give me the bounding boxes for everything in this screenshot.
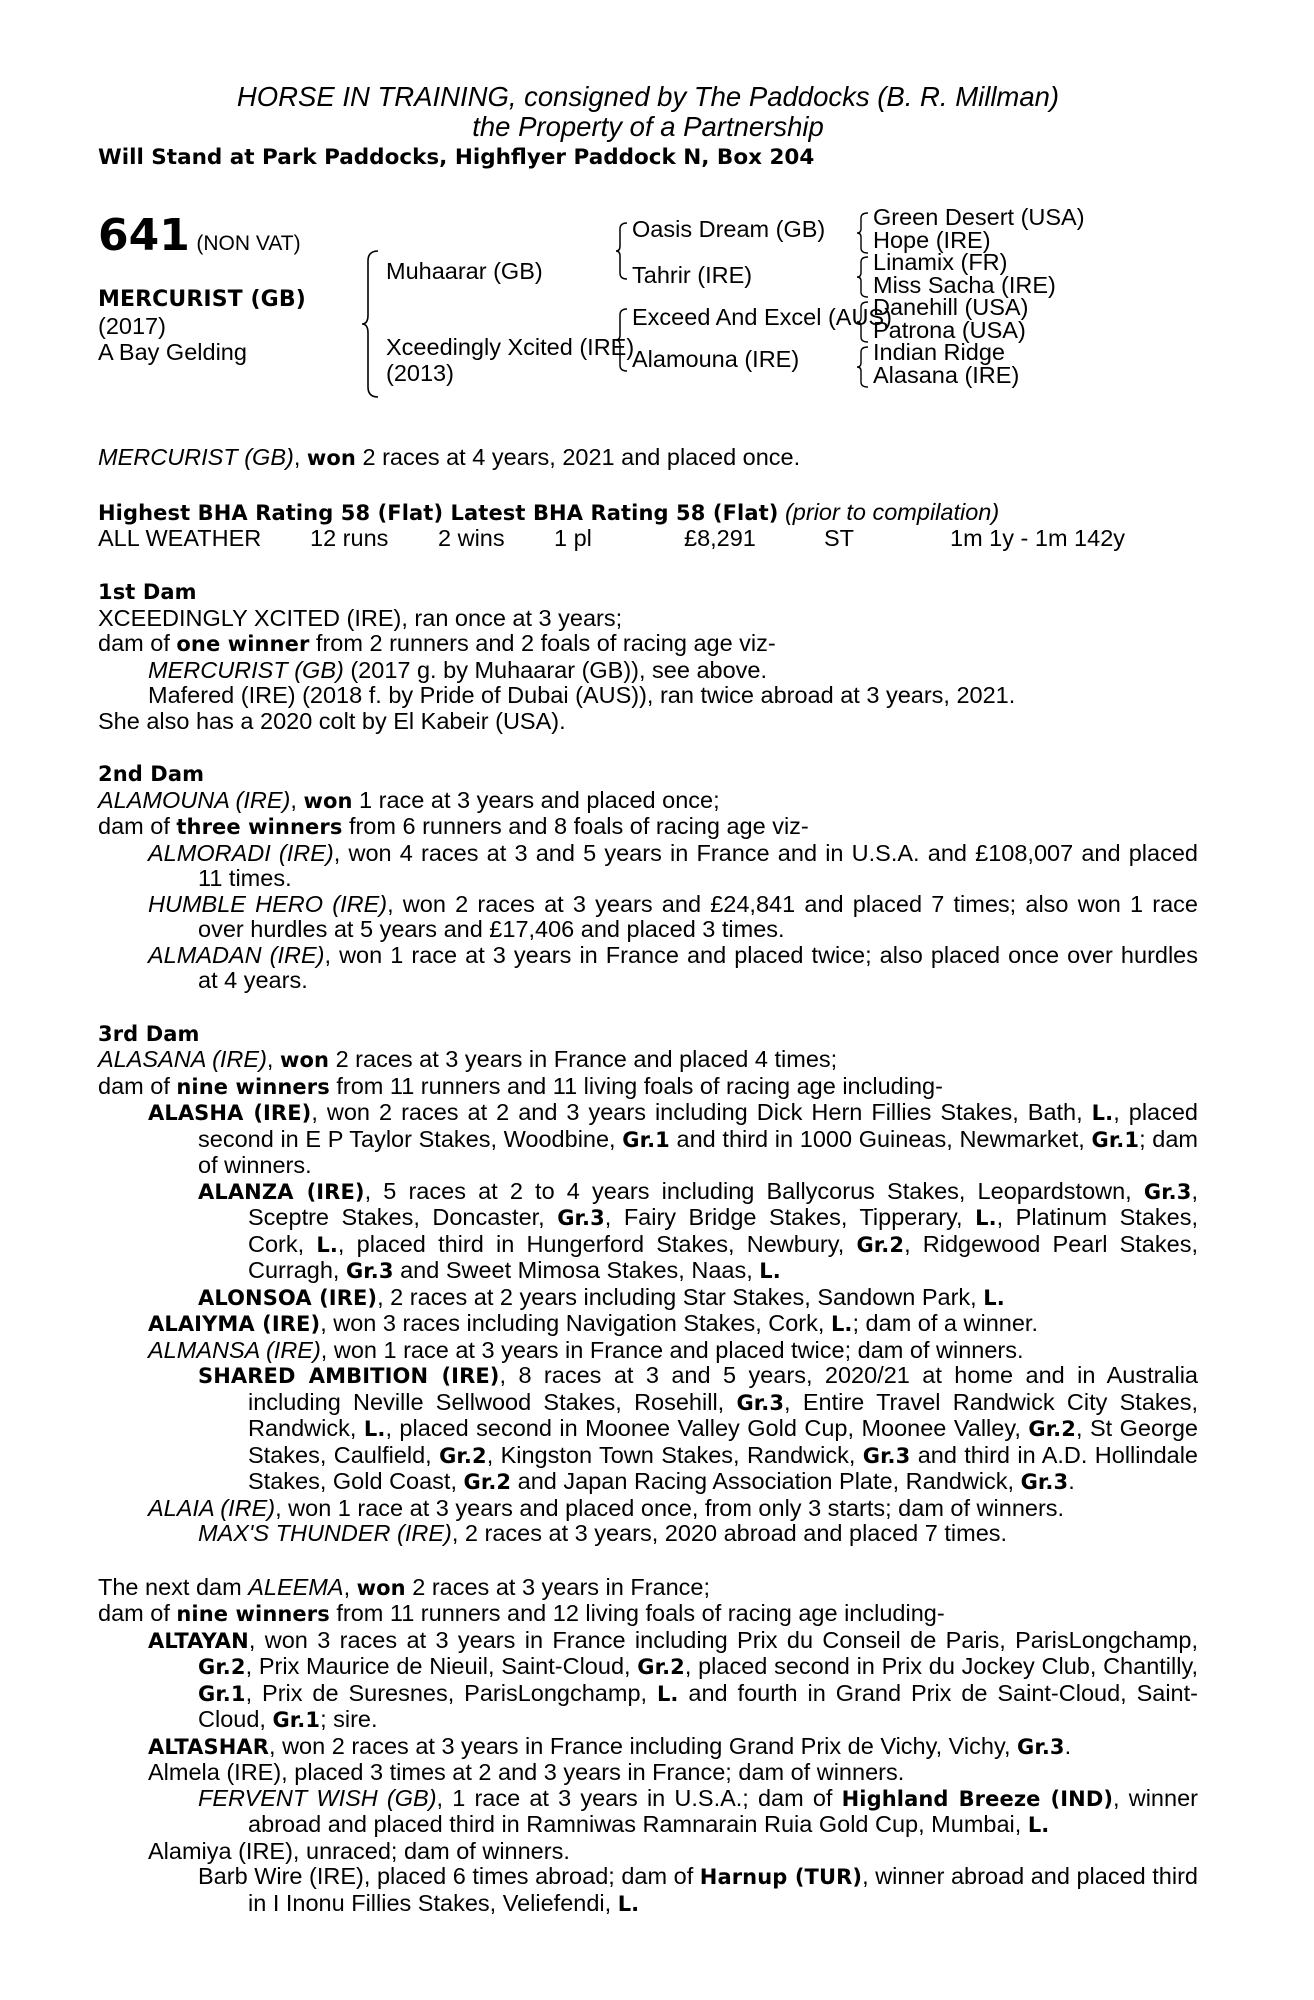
horse-name: MERCURIST (GB) <box>98 287 306 312</box>
horse-description: A Bay Gelding <box>98 339 247 365</box>
stand-location: Will Stand at Park Paddocks, Highflyer Paddock N, Box 204 <box>98 145 815 170</box>
lot-heading <box>98 211 301 261</box>
sd-brace-icon <box>855 255 871 299</box>
dam-year: (2013) <box>386 360 454 386</box>
dam-line: ALASANA (IRE), won 2 races at 3 years in France and placed 4 times; <box>98 1046 838 1072</box>
section-heading: 1st Dam <box>98 580 197 604</box>
next-dam-section <box>98 1575 1198 1918</box>
consignor-line: HORSE IN TRAINING, consigned by The Paddocks (B. R. Millman) <box>236 81 1060 112</box>
ss-sire: Green Desert (USA) <box>873 204 1085 230</box>
foaling-year: (2017) <box>98 313 166 339</box>
dd-sire: Indian Ridge <box>873 339 1005 365</box>
dd-dam: Alasana (IRE) <box>873 362 1020 388</box>
produce-summary: dam of one winner from 2 runners and 2 foals of racing age viz- <box>98 630 776 656</box>
produce-entry: MERCURIST (GB) (2017 g. by Muhaarar (GB)), see above. <box>148 656 768 683</box>
section-heading: 2nd Dam <box>98 762 205 786</box>
produce-entry: ALMANSA (IRE), won 1 race at 3 years in France and placed twice; dam of winners. <box>148 1336 1024 1363</box>
ds-brace-icon <box>855 300 871 344</box>
dam-brace-icon <box>614 307 630 373</box>
produce-entry: ALTAYAN, won 3 races at 3 years in France including Prix du Conseil de Paris, ParisLongchamp, Gr.2, Prix Maurice de Nieuil, Saint-Cloud, Gr.2, placed second in Prix du Jockey Club, Chantilly, Gr.1, Prix de Suresnes, ParisLongchamp, L. and fourth in Grand Prix de Saint-Cloud, Saint-Cloud, Gr.1; sire. <box>148 1626 1198 1732</box>
sire-sire: Oasis Dream (GB) <box>632 216 826 242</box>
ss-dam: Hope (IRE) <box>873 227 991 253</box>
dam-line: ALAMOUNA (IRE), won 1 race at 3 years and placed once; <box>98 786 720 813</box>
produce-entry: Barb Wire (IRE), placed 6 times abroad; dam of Harnup (TUR), winner abroad and placed third in I Inonu Fillies Stakes, Veliefendi, L. <box>198 1863 1198 1916</box>
dam-line: The next dam ALEEMA, won 2 races at 3 years in France; <box>98 1573 711 1600</box>
lot-number: 641 <box>98 210 190 261</box>
produce-entry: ALASHA (IRE), won 2 races at 2 and 3 years including Dick Hern Fillies Stakes, Bath, L., placed second in E P Taylor Stakes, Woodbine, Gr.1 and third in 1000 Guineas, Newmarket, Gr.1; dam of winners. <box>148 1099 1198 1178</box>
produce-entry: ALMADAN (IRE), won 1 race at 3 years in France and placed twice; also placed once over hurdles at 4 years. <box>148 941 1198 993</box>
vat-status: (NON VAT) <box>196 232 301 255</box>
dam-line: XCEEDINGLY XCITED (IRE), ran once at 3 years; <box>98 604 623 631</box>
sd-sire: Linamix (FR) <box>873 249 1008 275</box>
ds-sire: Danehill (USA) <box>873 294 1029 320</box>
second-dam-section <box>98 762 1198 994</box>
produce-entry: SHARED AMBITION (IRE), 8 races at 3 and 5 years, 2020/21 at home and in Australia including Neville Sellwood Stakes, Rosehill, Gr.3, Entire Travel Randwick City Stakes, Randwick, L., placed second in Moonee Valley Gold Cup, Moonee Valley, Gr.2, St George Stakes, Caulfield, Gr.2, Kingston Town Stakes, Randwick, Gr.3 and third in A.D. Hollindale Stakes, Gold Coast, Gr.2 and Japan Racing Association Plate, Randwick, Gr.3. <box>198 1362 1199 1494</box>
produce-entry: ALAIYMA (IRE), won 3 races including Navigation Stakes, Cork, L.; dam of a winner. <box>148 1310 1038 1336</box>
first-dam-section <box>98 580 1198 734</box>
property-line: the Property of a Partnership <box>472 111 824 142</box>
rating-line: Highest BHA Rating 58 (Flat) Latest BHA Rating 58 (Flat) (prior to compilation) <box>98 498 1000 525</box>
produce-entry: FERVENT WISH (GB), 1 race at 3 years in U.S.A.; dam of Highland Breeze (IND), winner abroad and placed third in Ramniwas Ramnarain Ruia Gold Cup, Mumbai, L. <box>198 1784 1198 1837</box>
dam-name: Xceedingly Xcited (IRE) <box>386 334 635 360</box>
produce-note: She also has a 2020 colt by El Kabeir (USA). <box>98 707 566 734</box>
dd-brace-icon <box>855 345 871 389</box>
produce-entry: ALANZA (IRE), 5 races at 2 to 4 years including Ballycorus Stakes, Leopardstown, Gr.3, Sceptre Stakes, Doncaster, Gr.3, Fairy Bridge Stakes, Tipperary, L., Platinum Stakes, Cork, L., placed third in Hungerford Stakes, Newbury, Gr.2, Ridgewood Pearl Stakes, Curragh, Gr.3 and Sweet Mimosa Stakes, Naas, L. <box>198 1177 1198 1283</box>
catalogue-page <box>98 82 1198 1917</box>
produce-entry: ALAIA (IRE), won 1 race at 3 years and placed once, from only 3 starts; dam of winners. <box>148 1494 1065 1521</box>
produce-entry: ALMORADI (IRE), won 4 races at 3 and 5 years in France and in U.S.A. and £108,007 and placed 11 times. <box>148 839 1198 891</box>
produce-entry: Mafered (IRE) (2018 f. by Pride of Dubai (AUS)), ran twice abroad at 3 years, 2021. <box>148 682 1016 708</box>
produce-summary: dam of three winners from 6 runners and 8 foals of racing age viz- <box>98 813 809 839</box>
third-dam-section <box>98 1022 1198 1547</box>
race-record: ALL WEATHER 12 runs 2 wins 1 pl £8,291 ST 1m 1y - 1m 142y <box>98 525 1126 551</box>
sire-dam: Tahrir (IRE) <box>632 262 753 288</box>
sire-name: Muhaarar (GB) <box>386 258 543 284</box>
race-summary: MERCURIST (GB), won 2 races at 4 years, 2021 and placed once. <box>98 444 801 470</box>
dam-dam: Alamouna (IRE) <box>632 346 800 372</box>
dam-sire: Exceed And Excel (AUS) <box>632 304 892 330</box>
pedigree-block <box>98 204 1198 451</box>
produce-entry: MAX'S THUNDER (IRE), 2 races at 3 years, 2020 abroad and placed 7 times. <box>198 1520 1008 1546</box>
ss-brace-icon <box>855 211 871 255</box>
section-heading: 3rd Dam <box>98 1021 200 1046</box>
produce-entry: Almela (IRE), placed 3 times at 2 and 3 years in France; dam of winners. <box>148 1759 905 1785</box>
ds-dam: Patrona (USA) <box>873 317 1026 343</box>
produce-entry: ALONSOA (IRE), 2 races at 2 years including Star Stakes, Sandown Park, L. <box>198 1283 1005 1310</box>
produce-entry: ALTASHAR, won 2 races at 3 years in France including Grand Prix de Vichy, Vichy, Gr.3. <box>148 1732 1072 1759</box>
produce-summary: dam of nine winners from 11 runners and 12 living foals of racing age including- <box>98 1600 945 1626</box>
produce-summary: dam of nine winners from 11 runners and 11 living foals of racing age including- <box>98 1072 943 1099</box>
produce-entry: Alamiya (IRE), unraced; dam of winners. <box>148 1837 570 1864</box>
sd-dam: Miss Sacha (IRE) <box>873 272 1056 298</box>
sire-brace-icon <box>614 221 630 281</box>
main-brace-icon <box>360 249 382 399</box>
produce-entry: HUMBLE HERO (IRE), won 2 races at 3 years and £24,841 and placed 7 times; also won 1 race over hurdles at 5 years and £17,406 and placed 3 times. <box>148 890 1199 942</box>
